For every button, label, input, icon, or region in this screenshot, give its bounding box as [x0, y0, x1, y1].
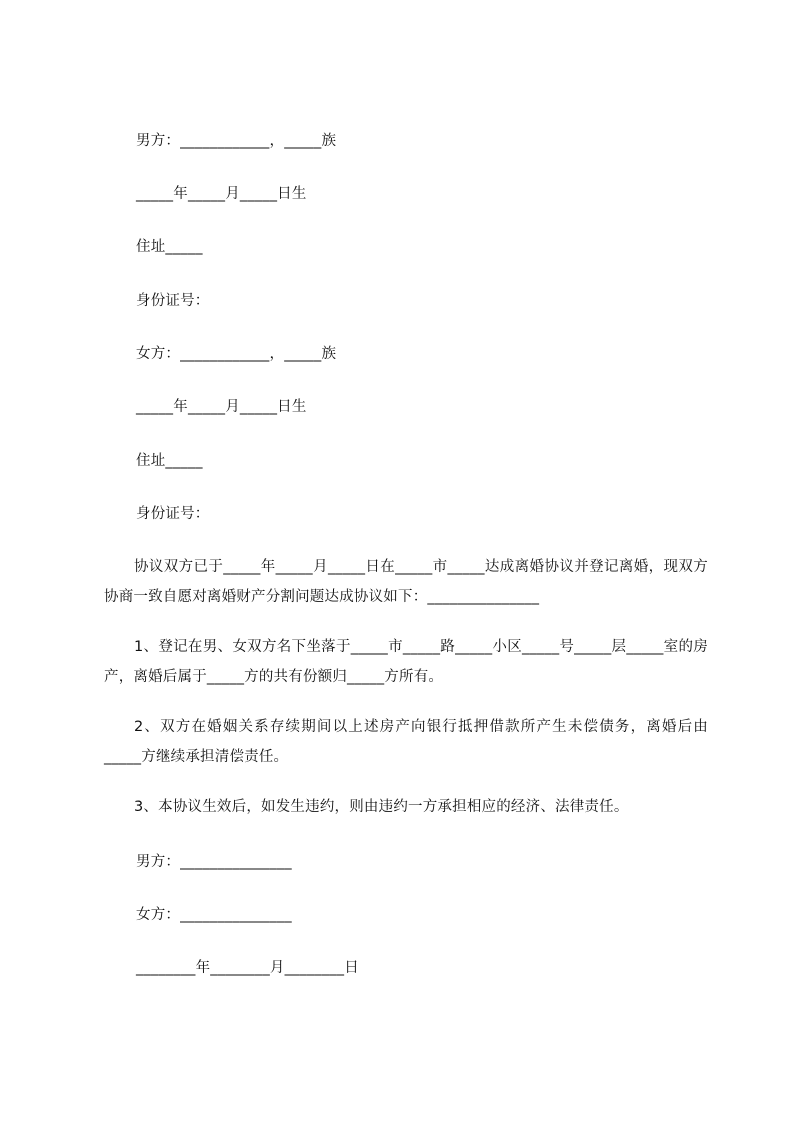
clause-2: 2、双方在婚姻关系存续期间以上述房产向银行抵押借款所产生未偿债务，离婚后由_____方继续承担清偿责任。	[104, 719, 708, 765]
male-id-line: 身份证号：	[136, 293, 210, 309]
female-address-line: 住址_____	[136, 453, 203, 469]
clause-1: 1、登记在男、女双方名下坐落于_____市_____路_____小区_____号_____层_____室的房产，离婚后属于_____方的共有份额归_____方所有。	[104, 639, 708, 685]
intro-paragraph: 协议双方已于_____年_____月_____日在_____市_____达成离婚协议并登记离婚，现双方协商一致自愿对离婚财产分割问题达成协议如下：_______________	[104, 559, 708, 605]
female-name-line: 女方：____________，_____族	[136, 346, 337, 362]
female-birth-line: _____年_____月_____日生	[136, 399, 307, 415]
clause-3: 3、本协议生效后，如发生违约，则由违约一方承担相应的经济、法律责任。	[134, 799, 629, 815]
female-id-line: 身份证号：	[136, 506, 210, 522]
male-address-line: 住址_____	[136, 239, 203, 255]
male-name-line: 男方：____________，_____族	[136, 133, 337, 149]
male-birth-line: _____年_____月_____日生	[136, 186, 307, 202]
female-signature-line: 女方：_______________	[136, 907, 292, 923]
date-line: ________年________月________日	[136, 960, 359, 976]
male-signature-line: 男方：_______________	[136, 854, 292, 870]
